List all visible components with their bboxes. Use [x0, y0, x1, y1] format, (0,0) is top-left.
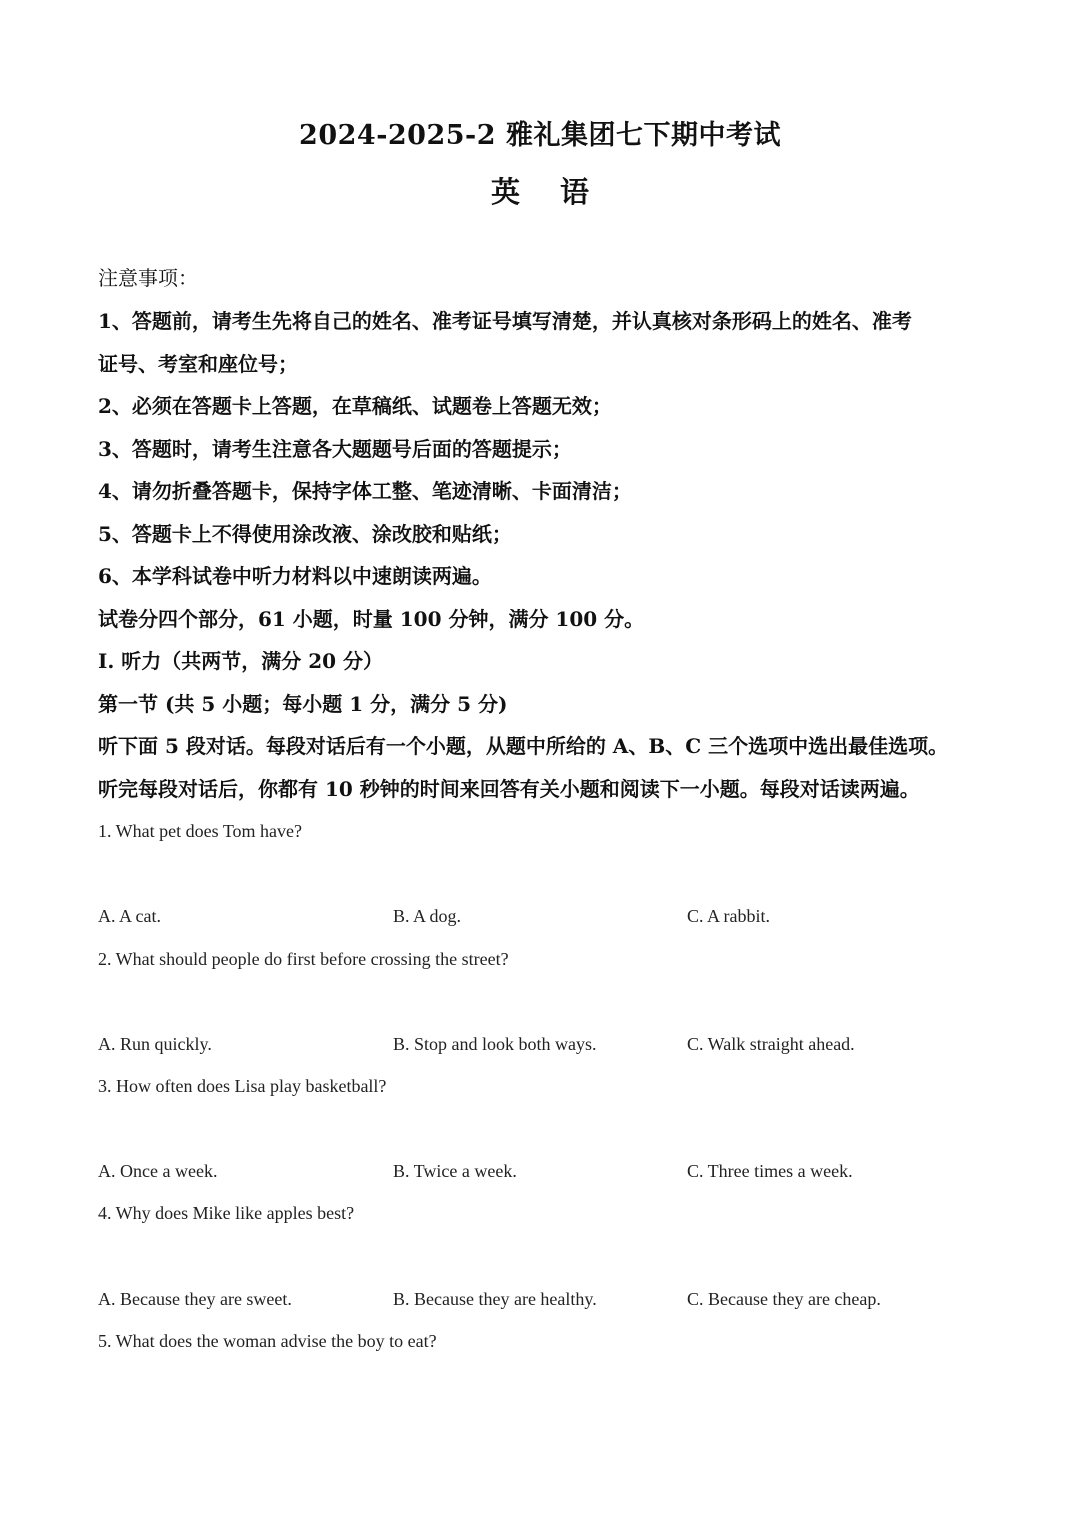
question-3-option-c: C. Three times a week. — [687, 1161, 853, 1181]
question-1-option-a: A. A cat. — [98, 906, 161, 926]
question-1: 1. What pet does Tom have? — [98, 821, 303, 841]
notice-item-1-cont: 证号、考室和座位号； — [98, 352, 298, 376]
question-3-option-a: A. Once a week. — [98, 1161, 218, 1181]
question-4-option-a: A. Because they are sweet. — [98, 1289, 292, 1309]
notice-item-1: 1、答题前，请考生先将自己的姓名、准考证号填写清楚，并认真核对条形码上的姓名、准考 — [98, 309, 912, 333]
question-2: 2. What should people do first before crossing the street? — [98, 949, 509, 969]
question-3-option-b: B. Twice a week. — [393, 1161, 517, 1181]
question-2-option-a: A. Run quickly. — [98, 1034, 212, 1054]
instructions-line-1: 听下面 5 段对话。每段对话后有一个小题，从题中所给的 A、B、C 三个选项中选出最佳选项。 — [98, 734, 949, 758]
notice-item-6: 6、本学科试卷中听力材料以中速朗读两遍。 — [98, 564, 492, 588]
subsection-heading: 第一节 (共 5 小题；每小题 1 分，满分 5 分) — [98, 692, 508, 716]
question-2-option-c: C. Walk straight ahead. — [687, 1034, 855, 1054]
section-part-heading: I. 听力（共两节，满分 20 分） — [98, 649, 384, 673]
subject-title: 英语 — [490, 175, 629, 209]
notice-item-5: 5、答题卡上不得使用涂改液、涂改胶和贴纸； — [98, 522, 512, 546]
question-4-option-c: C. Because they are cheap. — [687, 1289, 881, 1309]
question-4: 4. Why does Mike like apples best? — [98, 1203, 355, 1223]
exam-title: 2024-2025-2 雅礼集团七下期中考试 — [299, 120, 781, 151]
notice-item-2: 2、必须在答题卡上答题，在草稿纸、试题卷上答题无效； — [98, 394, 612, 418]
exam-summary: 试卷分四个部分，61 小题，时量 100 分钟，满分 100 分。 — [98, 607, 645, 631]
instructions-line-2: 听完每段对话后，你都有 10 秒钟的时间来回答有关小题和阅读下一小题。每段对话读两遍。 — [98, 777, 920, 801]
question-4-option-b: B. Because they are healthy. — [393, 1289, 597, 1309]
question-1-option-b: B. A dog. — [393, 906, 462, 926]
notice-heading: 注意事项： — [98, 266, 198, 290]
notice-item-3: 3、答题时，请考生注意各大题题号后面的答题提示； — [98, 437, 572, 461]
question-5: 5. What does the woman advise the boy to eat? — [98, 1331, 437, 1351]
question-3: 3. How often does Lisa play basketball? — [98, 1076, 387, 1096]
notice-item-4: 4、请勿折叠答题卡，保持字体工整、笔迹清晰、卡面清洁； — [98, 479, 632, 503]
question-2-option-b: B. Stop and look both ways. — [393, 1034, 597, 1054]
question-1-option-c: C. A rabbit. — [687, 906, 771, 926]
